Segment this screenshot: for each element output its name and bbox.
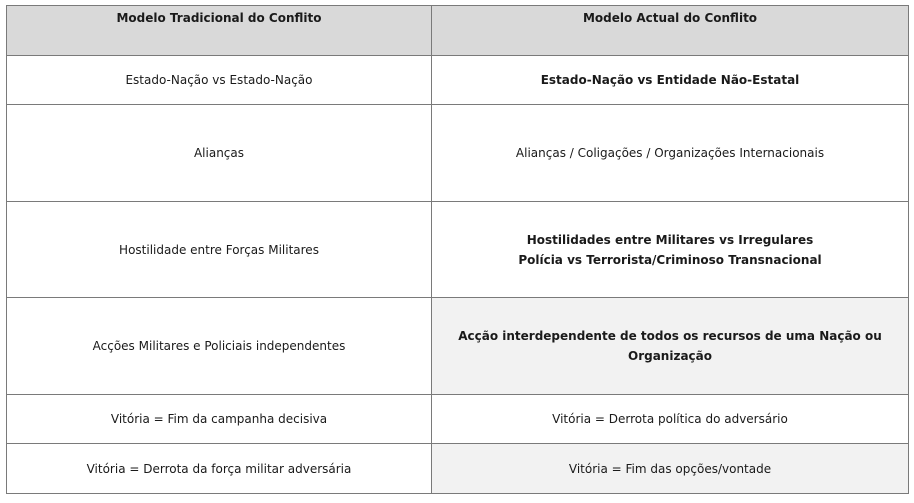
table-row [7, 444, 909, 494]
table-row [7, 105, 909, 202]
cell-traditional: Acções Militares e Policiais independentes [7, 298, 432, 395]
table-row [7, 298, 909, 395]
table-row [7, 395, 909, 444]
cell-traditional: Estado-Nação vs Estado-Nação [7, 56, 432, 105]
table-header-row [7, 6, 909, 56]
conflict-model-table [6, 5, 909, 494]
table-row [7, 202, 909, 298]
cell-actual: Acção interdependente de todos os recursos de uma Nação ou Organização [432, 298, 909, 395]
cell-traditional: Vitória = Fim da campanha decisiva [7, 395, 432, 444]
cell-actual-line: Hostilidades entre Militares vs Irregulares [526, 232, 814, 247]
cell-traditional: Alianças [7, 105, 432, 202]
cell-actual: Estado-Nação vs Entidade Não-Estatal [432, 56, 909, 105]
cell-actual: Vitória = Fim das opções/vontade [432, 444, 909, 494]
cell-traditional: Vitória = Derrota da força militar adversária [7, 444, 432, 494]
cell-actual [432, 202, 909, 298]
header-traditional-model: Modelo Tradicional do Conflito [7, 6, 432, 56]
cell-traditional: Hostilidade entre Forças Militares [7, 202, 432, 298]
header-actual-model: Modelo Actual do Conflito [432, 6, 909, 56]
cell-actual: Alianças / Coligações / Organizações Internacionais [432, 105, 909, 202]
cell-actual-line: Polícia vs Terrorista/Criminoso Transnacional [518, 252, 822, 267]
cell-actual: Vitória = Derrota política do adversário [432, 395, 909, 444]
table-row [7, 56, 909, 105]
